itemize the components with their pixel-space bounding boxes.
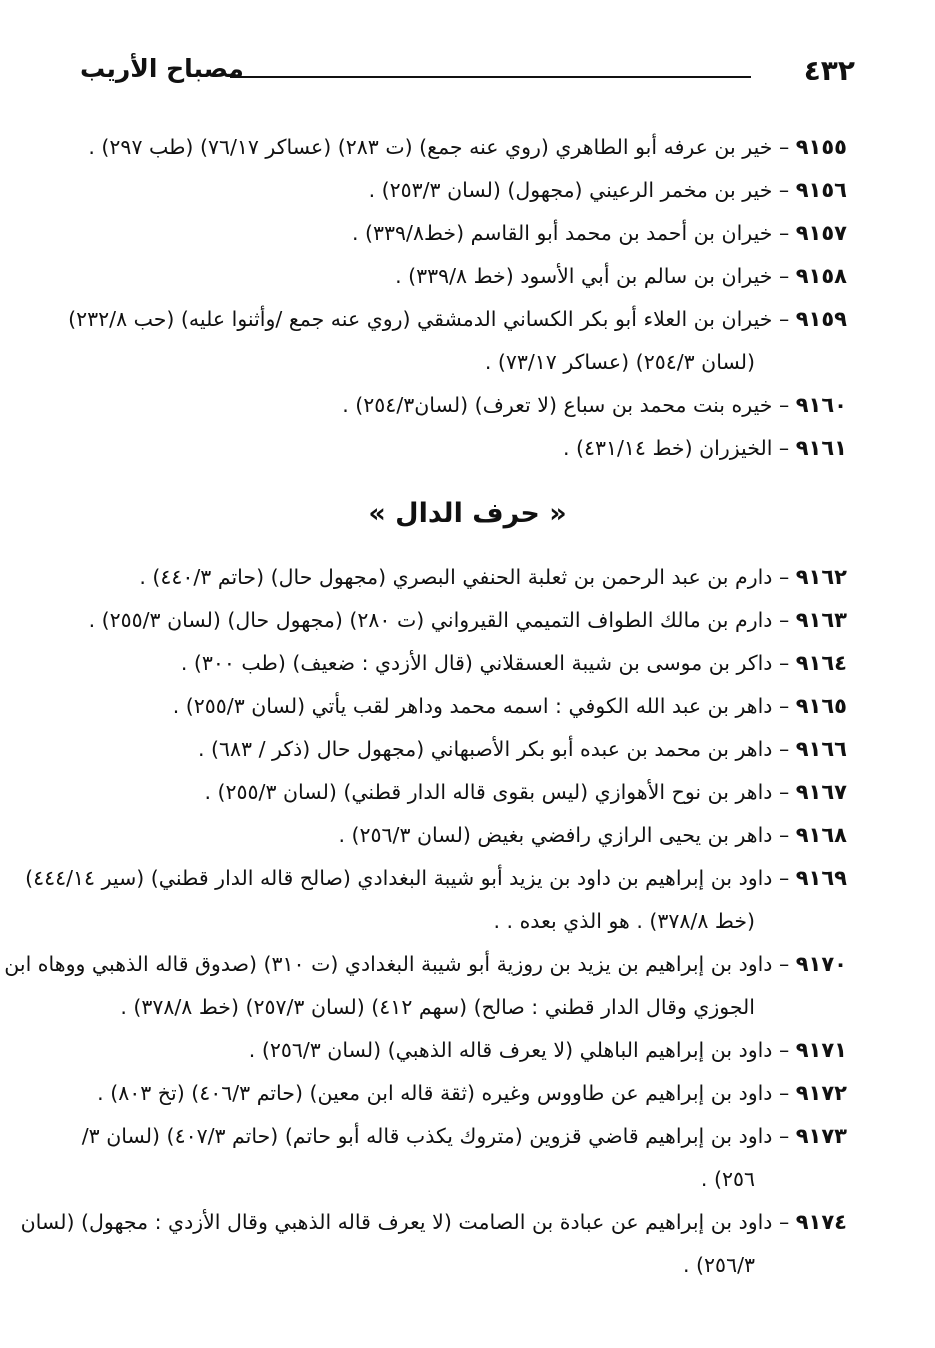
entry-text: – الخيزران (خط ٤٣١/١٤) . — [562, 436, 796, 460]
entry — [74, 169, 847, 212]
entry-text: – داكر بن موسى بن شيبة العسقلاني (قال الأزدي : ضعيف) (طب ٣٠٠) . — [180, 651, 796, 675]
entry — [20, 1201, 847, 1244]
entry-text: – خيره بنت محمد بن سباع (لا تعرف) (لسان٢٥٤/٣) . — [342, 393, 796, 417]
entry — [74, 1072, 847, 1115]
entry-number: ٩١٦٢ — [795, 565, 847, 589]
entry-text: – داود بن إبراهيم بن داود بن يزيد أبو شيبة البغدادي (صالح قاله الدار قطني) (سير ٤٤٤/١٤) — [25, 866, 796, 890]
entry — [74, 126, 847, 169]
entry — [74, 384, 847, 427]
entry-text: – داود بن إبراهيم الباهلي (لا يعرف قاله الذهبي) (لسان ٢٥٦/٣) . — [248, 1038, 796, 1062]
entry — [4, 943, 847, 986]
entry-continuation: (خط ٣٧٨/٨) . هو الذي بعده . . — [493, 909, 755, 933]
entry-number: ٩١٥٨ — [795, 264, 847, 288]
entry — [74, 599, 847, 642]
entry-text: – داهر بن يحيى الرازي رافضي بغيض (لسان ٢٥٦/٣) . — [338, 823, 796, 847]
entry — [74, 556, 847, 599]
entry-continuation: الجوزي وقال الدار قطني : صالح) (سهم ٤١٢) (لسان ٢٥٧/٣) (خط ٣٧٨/٨) . — [120, 995, 755, 1019]
entry-text: – داود بن إبراهيم قاضي قزوين (متروك يكذب قاله أبو حاتم) (حاتم ٤٠٧/٣) (لسان ٣/ — [81, 1124, 796, 1148]
entry — [74, 814, 847, 857]
header-rule — [230, 76, 751, 78]
entry-number: ٩١٦١ — [795, 436, 847, 460]
entry-text: – داود بن إبراهيم عن طاووس وغيره (ثقة قاله ابن معين) (حاتم ٤٠٦/٣) (تخ ٨٠٣) . — [97, 1081, 796, 1105]
entry-continuation: (لسان ٢٥٤/٣) (عساكر ٧٣/١٧) . — [484, 350, 755, 374]
entries-list-dal — [4, 556, 847, 1287]
entry-text: – داود بن إبراهيم عن عبادة بن الصامت (لا يعرف قاله الذهبي وقال الأزدي : مجهول) (لسان — [20, 1210, 796, 1234]
entry-text: – خير بن مخمر الرعيني (مجهول) (لسان ٢٥٣/٣) . — [368, 178, 796, 202]
entry-text: – داهر بن محمد بن عبده أبو بكر الأصبهاني (مجهول حال (ذكر / ٦٨٣) . — [197, 737, 796, 761]
page-header — [80, 52, 855, 96]
entry-number: ٩١٧١ — [795, 1038, 847, 1062]
entry — [25, 857, 847, 900]
entry-continuation: ٢٥٦) . — [700, 1167, 755, 1191]
entry — [74, 642, 847, 685]
entry-number: ٩١٦٣ — [795, 608, 847, 632]
entry-number: ٩١٧٤ — [795, 1210, 847, 1234]
entry-text: – داهر بن نوح الأهوازي (ليس بقوى قاله الدار قطني) (لسان ٢٥٥/٣) . — [204, 780, 796, 804]
entry — [74, 427, 847, 470]
entry-number: ٩١٧٣ — [795, 1124, 847, 1148]
entry-number: ٩١٦٠ — [795, 393, 847, 417]
entry — [74, 212, 847, 255]
entry-text: – دارم بن مالك الطواف التميمي القيرواني (ت ٢٨٠) (مجهول حال) (لسان ٢٥٥/٣) . — [88, 608, 796, 632]
entry — [74, 728, 847, 771]
entry-text: – خير بن عرفه أبو الطاهري (روي عنه جمع) (ت ٢٨٣) (عساكر ٧٦/١٧) (طب ٢٩٧) . — [88, 135, 796, 159]
entry — [74, 1029, 847, 1072]
entry-number: ٩١٦٩ — [795, 866, 847, 890]
entries-list-kha — [68, 126, 847, 470]
entry-number: ٩١٧٠ — [795, 952, 847, 976]
entry-number: ٩١٥٩ — [795, 307, 847, 331]
entry-text: – دارم بن عبد الرحمن بن ثعلبة الحنفي البصري (مجهول حال) (حاتم ٤٤٠/٣) . — [139, 565, 796, 589]
entry-text: – خيران بن أحمد بن محمد أبو القاسم (خط٣٣٩/٨) . — [351, 221, 796, 245]
entry — [74, 685, 847, 728]
entry-number: ٩١٦٨ — [795, 823, 847, 847]
entry-number: ٩١٥٦ — [795, 178, 847, 202]
entry-text: – خيران بن سالم بن أبي الأسود (خط ٣٣٩/٨) . — [395, 264, 796, 288]
entry-number: ٩١٧٢ — [795, 1081, 847, 1105]
entry-number: ٩١٦٦ — [795, 737, 847, 761]
entry-number: ٩١٦٥ — [795, 694, 847, 718]
entry-number: ٩١٥٧ — [795, 221, 847, 245]
entry-number: ٩١٥٥ — [795, 135, 847, 159]
entry-continuation: ٢٥٦/٣) . — [683, 1253, 755, 1277]
entry-text: – خيران بن العلاء أبو بكر الكساني الدمشقي (روي عنه جمع /وأثنوا عليه) (حب ٢٣٢/٨) — [68, 307, 796, 331]
entry — [74, 771, 847, 814]
entry — [74, 255, 847, 298]
entry-number: ٩١٦٧ — [795, 780, 847, 804]
book-title: مصباح الأريب — [80, 54, 244, 83]
section-heading: « حرف الدال » — [368, 498, 567, 529]
entry-text: – داهر بن عبد الله الكوفي : اسمه محمد وداهر لقب يأتي (لسان ٢٥٥/٣) . — [172, 694, 796, 718]
entry-text: – داود بن إبراهيم بن يزيد بن روزية أبو شيبة البغدادي (ت ٣١٠) (صدوق قاله الذهبي ووهاه ابن — [4, 952, 796, 976]
entry — [68, 298, 847, 341]
entry-number: ٩١٦٤ — [795, 651, 847, 675]
entry — [74, 1115, 847, 1158]
page-number: ٤٣٢ — [803, 54, 855, 87]
